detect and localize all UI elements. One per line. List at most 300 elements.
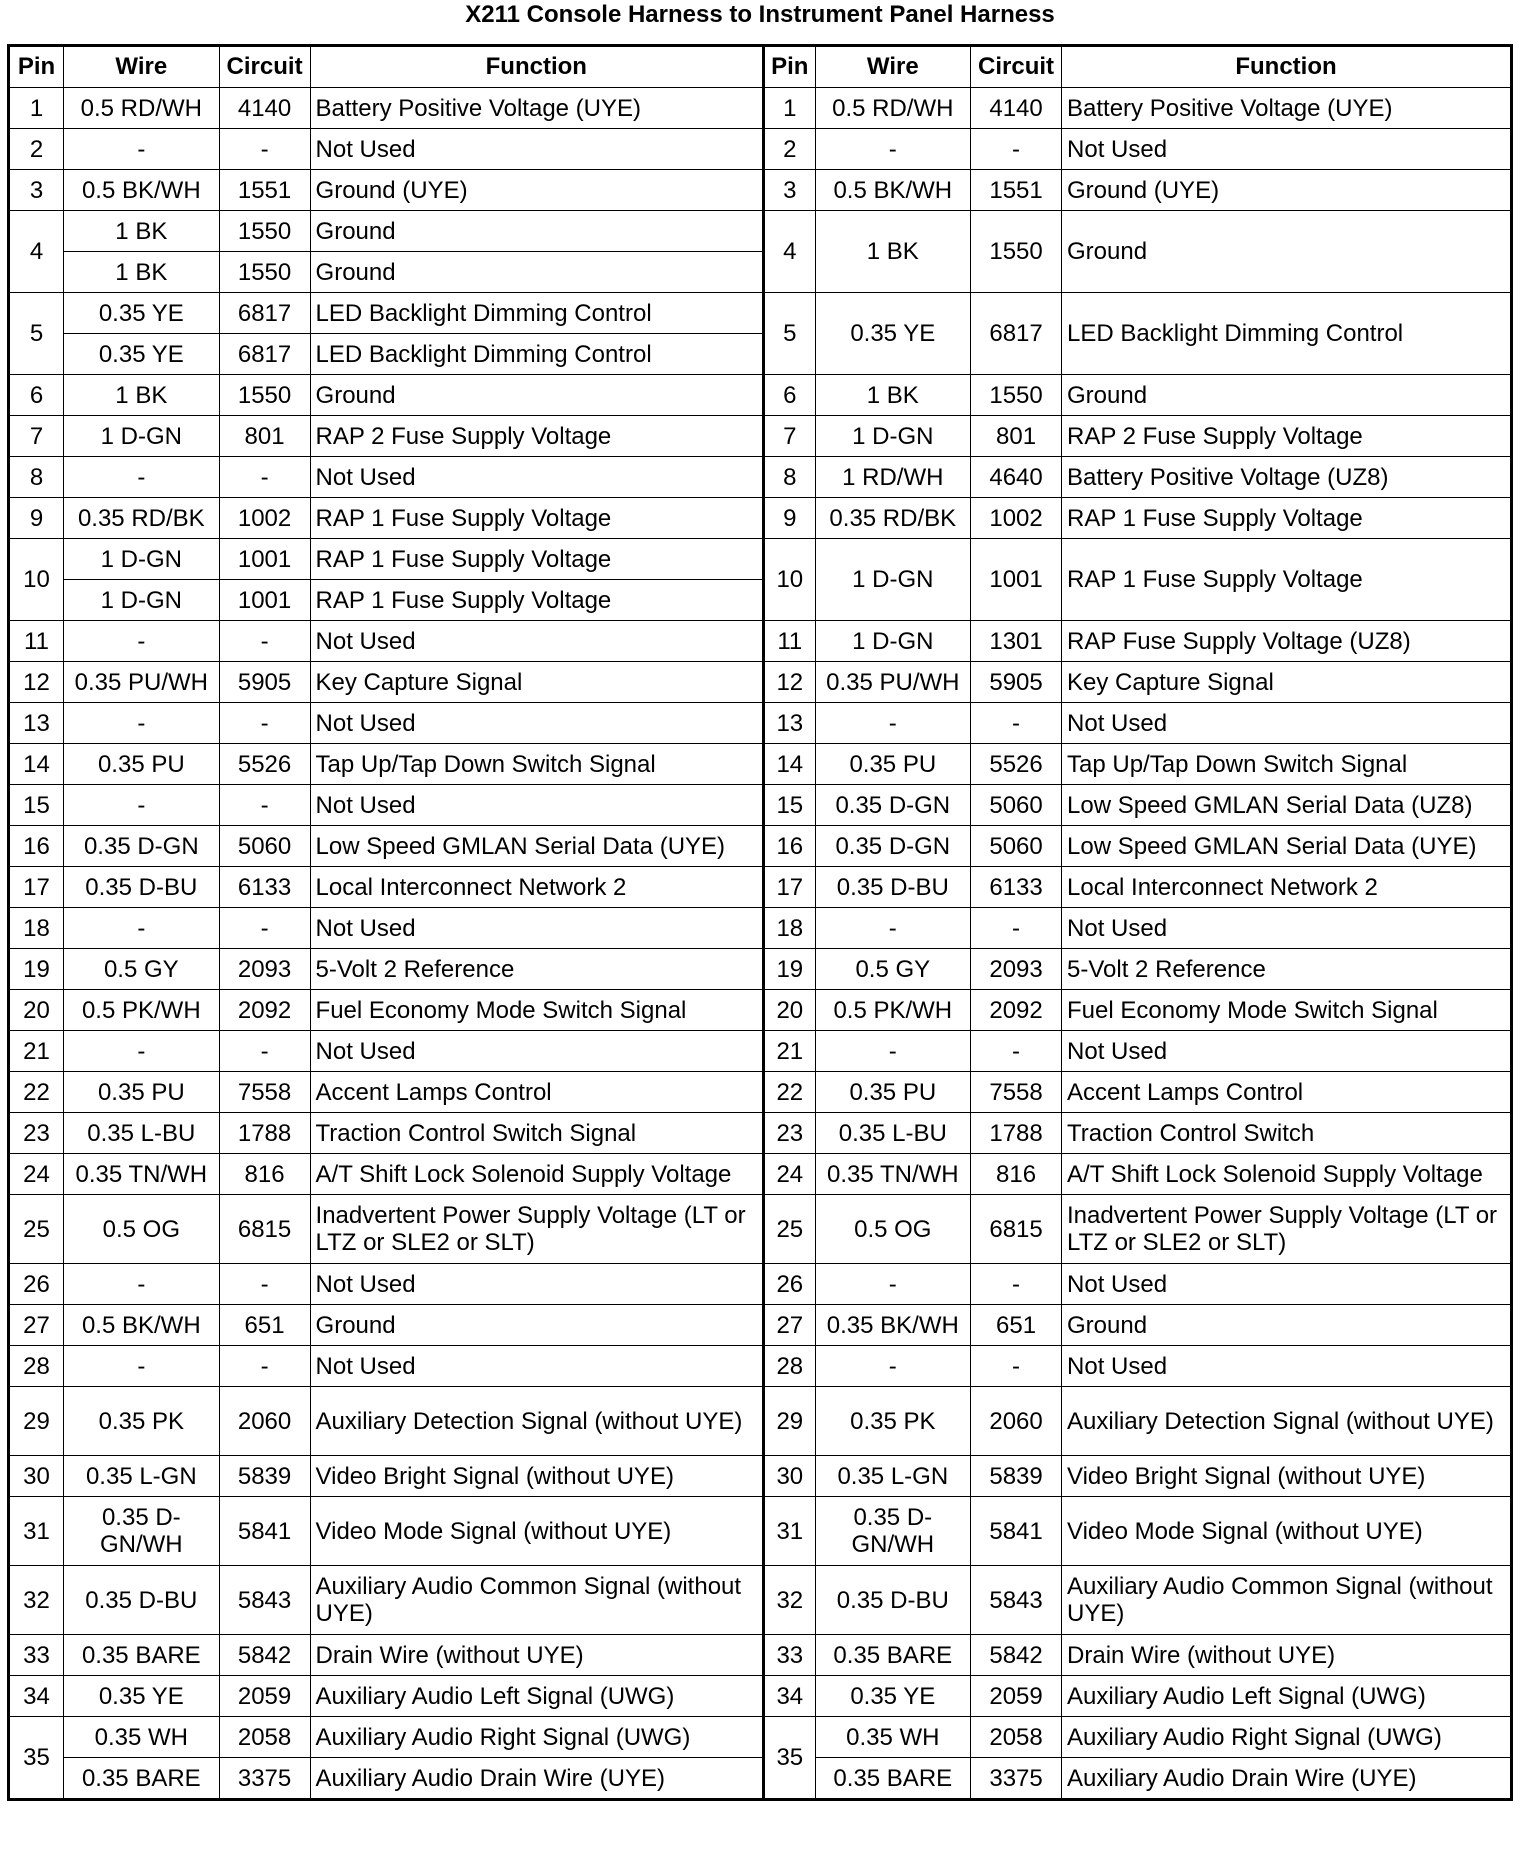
- function-cell: Auxiliary Audio Common Signal (without UYE): [310, 1566, 764, 1635]
- pin-cell: 25: [9, 1195, 64, 1264]
- circuit-cell: 5843: [219, 1566, 310, 1635]
- circuit-cell: 5905: [219, 662, 310, 703]
- pin-cell: 8: [764, 457, 815, 498]
- wire-cell: 1 D-GN: [815, 416, 971, 457]
- pin-cell: 3: [9, 170, 64, 211]
- function-cell: Drain Wire (without UYE): [1062, 1635, 1512, 1676]
- wire-cell: 0.5 RD/WH: [64, 88, 220, 129]
- wire-cell: -: [815, 1031, 971, 1072]
- table-row: [9, 293, 1512, 334]
- function-cell: Fuel Economy Mode Switch Signal: [1062, 990, 1512, 1031]
- wire-cell: 0.35 PU: [815, 744, 971, 785]
- pin-cell: 4: [764, 211, 815, 293]
- function-cell: RAP Fuse Supply Voltage (UZ8): [1062, 621, 1512, 662]
- pin-cell: 9: [9, 498, 64, 539]
- table-row: [9, 1387, 1512, 1456]
- circuit-cell: 1001: [971, 539, 1062, 621]
- wire-cell: -: [64, 1031, 220, 1072]
- circuit-cell: 2093: [971, 949, 1062, 990]
- circuit-cell: 5526: [219, 744, 310, 785]
- function-cell: Not Used: [310, 1346, 764, 1387]
- wire-cell: 0.5 RD/WH: [815, 88, 971, 129]
- pin-cell: 33: [764, 1635, 815, 1676]
- function-cell: Auxiliary Audio Right Signal (UWG): [1062, 1717, 1512, 1758]
- pin-cell: 17: [9, 867, 64, 908]
- wire-cell: 0.35 PK: [64, 1387, 220, 1456]
- pin-cell: 29: [9, 1387, 64, 1456]
- function-cell: Traction Control Switch: [1062, 1113, 1512, 1154]
- wire-cell: 0.35 D-GN/WH: [815, 1497, 971, 1566]
- function-cell: Local Interconnect Network 2: [1062, 867, 1512, 908]
- circuit-cell: 5841: [219, 1497, 310, 1566]
- function-cell: Ground: [310, 211, 764, 252]
- circuit-cell: 1788: [219, 1113, 310, 1154]
- circuit-cell: -: [971, 1031, 1062, 1072]
- circuit-cell: -: [219, 785, 310, 826]
- wire-cell: 0.5 OG: [64, 1195, 220, 1264]
- circuit-cell: 1002: [971, 498, 1062, 539]
- table-row: [9, 826, 1512, 867]
- pin-cell: 10: [9, 539, 64, 621]
- header-circuit: Circuit: [219, 46, 310, 88]
- wire-cell: 0.35 BARE: [815, 1635, 971, 1676]
- table-row: [9, 908, 1512, 949]
- circuit-cell: 2092: [219, 990, 310, 1031]
- function-cell: 5-Volt 2 Reference: [310, 949, 764, 990]
- table-row: [9, 1072, 1512, 1113]
- header-circuit-right: Circuit: [971, 46, 1062, 88]
- circuit-cell: 2059: [971, 1676, 1062, 1717]
- table-row: [9, 1717, 1512, 1758]
- table-row: [9, 375, 1512, 416]
- pin-cell: 11: [9, 621, 64, 662]
- function-cell: Not Used: [310, 621, 764, 662]
- pin-cell: 11: [764, 621, 815, 662]
- function-cell: Not Used: [310, 1264, 764, 1305]
- table-row: [9, 744, 1512, 785]
- table-row: [9, 621, 1512, 662]
- function-cell: Auxiliary Audio Drain Wire (UYE): [310, 1758, 764, 1800]
- table-row: [9, 457, 1512, 498]
- circuit-cell: 801: [219, 416, 310, 457]
- circuit-cell: 5060: [971, 785, 1062, 826]
- pin-cell: 19: [9, 949, 64, 990]
- circuit-cell: -: [971, 1264, 1062, 1305]
- function-cell: Low Speed GMLAN Serial Data (UYE): [310, 826, 764, 867]
- function-cell: Key Capture Signal: [1062, 662, 1512, 703]
- circuit-cell: 2058: [971, 1717, 1062, 1758]
- wire-cell: -: [815, 908, 971, 949]
- wire-cell: 0.35 PU: [815, 1072, 971, 1113]
- pin-cell: 15: [9, 785, 64, 826]
- function-cell: Accent Lamps Control: [1062, 1072, 1512, 1113]
- pin-cell: 27: [764, 1305, 815, 1346]
- table-row: [9, 88, 1512, 129]
- wire-cell: -: [64, 908, 220, 949]
- table-row: [9, 1031, 1512, 1072]
- wire-cell: -: [64, 457, 220, 498]
- pin-cell: 6: [764, 375, 815, 416]
- wire-cell: -: [64, 703, 220, 744]
- pin-cell: 27: [9, 1305, 64, 1346]
- pin-cell: 23: [764, 1113, 815, 1154]
- wire-cell: 0.35 D-GN: [64, 826, 220, 867]
- function-cell: Not Used: [310, 908, 764, 949]
- circuit-cell: 6817: [219, 334, 310, 375]
- function-cell: 5-Volt 2 Reference: [1062, 949, 1512, 990]
- wire-cell: 0.35 BK/WH: [815, 1305, 971, 1346]
- pin-cell: 6: [9, 375, 64, 416]
- function-cell: Key Capture Signal: [310, 662, 764, 703]
- table-row: [9, 170, 1512, 211]
- function-cell: Fuel Economy Mode Switch Signal: [310, 990, 764, 1031]
- function-cell: Battery Positive Voltage (UZ8): [1062, 457, 1512, 498]
- wire-cell: -: [64, 129, 220, 170]
- circuit-cell: 1551: [219, 170, 310, 211]
- circuit-cell: 816: [971, 1154, 1062, 1195]
- circuit-cell: -: [219, 1346, 310, 1387]
- wire-cell: 0.35 TN/WH: [815, 1154, 971, 1195]
- function-cell: Accent Lamps Control: [310, 1072, 764, 1113]
- wire-cell: 1 D-GN: [815, 621, 971, 662]
- circuit-cell: -: [219, 1264, 310, 1305]
- function-cell: Inadvertent Power Supply Voltage (LT or LTZ or SLE2 or SLT): [310, 1195, 764, 1264]
- wire-cell: 0.35 D-GN/WH: [64, 1497, 220, 1566]
- wire-cell: -: [64, 785, 220, 826]
- function-cell: Not Used: [1062, 1264, 1512, 1305]
- pin-cell: 2: [9, 129, 64, 170]
- function-cell: Drain Wire (without UYE): [310, 1635, 764, 1676]
- circuit-cell: 5839: [971, 1456, 1062, 1497]
- wire-cell: 0.35 BARE: [64, 1635, 220, 1676]
- function-cell: Auxiliary Audio Left Signal (UWG): [310, 1676, 764, 1717]
- pin-cell: 34: [764, 1676, 815, 1717]
- table-row: [9, 1566, 1512, 1635]
- function-cell: RAP 1 Fuse Supply Voltage: [1062, 498, 1512, 539]
- wire-cell: 0.35 PU: [64, 1072, 220, 1113]
- circuit-cell: -: [219, 457, 310, 498]
- circuit-cell: 5060: [971, 826, 1062, 867]
- table-row: [9, 211, 1512, 252]
- pin-cell: 28: [9, 1346, 64, 1387]
- wire-cell: 0.35 RD/BK: [815, 498, 971, 539]
- function-cell: RAP 1 Fuse Supply Voltage: [310, 580, 764, 621]
- circuit-cell: 4140: [971, 88, 1062, 129]
- wire-cell: 0.5 BK/WH: [64, 1305, 220, 1346]
- table-row: [9, 990, 1512, 1031]
- table-row: [9, 662, 1512, 703]
- wire-cell: 1 RD/WH: [815, 457, 971, 498]
- circuit-cell: 7558: [219, 1072, 310, 1113]
- table-row: [9, 703, 1512, 744]
- pin-cell: 24: [764, 1154, 815, 1195]
- pin-cell: 15: [764, 785, 815, 826]
- header-row: [9, 46, 1512, 88]
- circuit-cell: 816: [219, 1154, 310, 1195]
- function-cell: Auxiliary Audio Drain Wire (UYE): [1062, 1758, 1512, 1800]
- circuit-cell: -: [219, 1031, 310, 1072]
- function-cell: Not Used: [310, 1031, 764, 1072]
- function-cell: Auxiliary Audio Common Signal (without UYE): [1062, 1566, 1512, 1635]
- pin-cell: 33: [9, 1635, 64, 1676]
- wire-cell: 0.35 YE: [64, 1676, 220, 1717]
- circuit-cell: 2092: [971, 990, 1062, 1031]
- function-cell: Inadvertent Power Supply Voltage (LT or LTZ or SLE2 or SLT): [1062, 1195, 1512, 1264]
- wire-cell: 0.35 PU/WH: [64, 662, 220, 703]
- function-cell: Auxiliary Detection Signal (without UYE): [1062, 1387, 1512, 1456]
- circuit-cell: 1001: [219, 580, 310, 621]
- circuit-cell: 2093: [219, 949, 310, 990]
- pin-cell: 34: [9, 1676, 64, 1717]
- function-cell: Battery Positive Voltage (UYE): [1062, 88, 1512, 129]
- function-cell: Battery Positive Voltage (UYE): [310, 88, 764, 129]
- wire-cell: 1 D-GN: [64, 416, 220, 457]
- circuit-cell: 801: [971, 416, 1062, 457]
- pin-cell: 14: [9, 744, 64, 785]
- function-cell: LED Backlight Dimming Control: [310, 293, 764, 334]
- table-row: [9, 1497, 1512, 1566]
- header-pin-right: Pin: [764, 46, 815, 88]
- circuit-cell: 6815: [971, 1195, 1062, 1264]
- circuit-cell: -: [971, 129, 1062, 170]
- wire-cell: 0.35 D-BU: [815, 867, 971, 908]
- pin-cell: 35: [9, 1717, 64, 1800]
- circuit-cell: 5841: [971, 1497, 1062, 1566]
- table-row: [9, 1195, 1512, 1264]
- wire-cell: 0.35 PU/WH: [815, 662, 971, 703]
- circuit-cell: 5526: [971, 744, 1062, 785]
- circuit-cell: 1550: [219, 252, 310, 293]
- connector-table: [7, 44, 1513, 1801]
- wire-cell: 0.35 L-BU: [64, 1113, 220, 1154]
- wire-cell: -: [815, 1264, 971, 1305]
- function-cell: Ground: [1062, 375, 1512, 416]
- wire-cell: 0.5 GY: [64, 949, 220, 990]
- function-cell: A/T Shift Lock Solenoid Supply Voltage: [1062, 1154, 1512, 1195]
- wire-cell: -: [64, 621, 220, 662]
- pin-cell: 18: [9, 908, 64, 949]
- function-cell: Video Mode Signal (without UYE): [310, 1497, 764, 1566]
- circuit-cell: 6815: [219, 1195, 310, 1264]
- wire-cell: 0.35 PK: [815, 1387, 971, 1456]
- table-row: [9, 1635, 1512, 1676]
- circuit-cell: 4640: [971, 457, 1062, 498]
- wire-cell: 0.35 L-GN: [64, 1456, 220, 1497]
- circuit-cell: -: [219, 703, 310, 744]
- pin-cell: 21: [764, 1031, 815, 1072]
- function-cell: Auxiliary Audio Left Signal (UWG): [1062, 1676, 1512, 1717]
- circuit-cell: 5842: [971, 1635, 1062, 1676]
- circuit-cell: 6817: [971, 293, 1062, 375]
- table-row: [9, 1346, 1512, 1387]
- circuit-cell: -: [219, 621, 310, 662]
- wire-cell: 1 D-GN: [64, 539, 220, 580]
- wire-cell: 0.35 YE: [64, 334, 220, 375]
- wire-cell: 1 BK: [815, 375, 971, 416]
- function-cell: Not Used: [1062, 703, 1512, 744]
- circuit-cell: 2058: [219, 1717, 310, 1758]
- circuit-cell: 7558: [971, 1072, 1062, 1113]
- pin-cell: 25: [764, 1195, 815, 1264]
- function-cell: Not Used: [310, 785, 764, 826]
- wire-cell: -: [815, 1346, 971, 1387]
- pin-cell: 30: [764, 1456, 815, 1497]
- circuit-cell: 2060: [219, 1387, 310, 1456]
- circuit-cell: 1550: [971, 211, 1062, 293]
- circuit-cell: 1550: [219, 375, 310, 416]
- pin-cell: 5: [9, 293, 64, 375]
- wire-cell: 1 D-GN: [815, 539, 971, 621]
- circuit-cell: 651: [971, 1305, 1062, 1346]
- header-wire-right: Wire: [815, 46, 971, 88]
- pin-cell: 10: [764, 539, 815, 621]
- wire-cell: 0.35 D-BU: [64, 1566, 220, 1635]
- circuit-cell: 4140: [219, 88, 310, 129]
- wire-cell: 0.35 D-BU: [64, 867, 220, 908]
- pin-cell: 20: [764, 990, 815, 1031]
- wire-cell: 0.5 BK/WH: [64, 170, 220, 211]
- circuit-cell: 5839: [219, 1456, 310, 1497]
- pin-cell: 30: [9, 1456, 64, 1497]
- table-row: [9, 1305, 1512, 1346]
- wire-cell: 1 BK: [815, 211, 971, 293]
- table-row: [9, 129, 1512, 170]
- pin-cell: 20: [9, 990, 64, 1031]
- circuit-cell: -: [971, 703, 1062, 744]
- circuit-cell: 5060: [219, 826, 310, 867]
- wire-cell: 1 BK: [64, 375, 220, 416]
- function-cell: Traction Control Switch Signal: [310, 1113, 764, 1154]
- function-cell: LED Backlight Dimming Control: [310, 334, 764, 375]
- pin-cell: 3: [764, 170, 815, 211]
- circuit-cell: 3375: [219, 1758, 310, 1800]
- pin-cell: 22: [9, 1072, 64, 1113]
- function-cell: Local Interconnect Network 2: [310, 867, 764, 908]
- function-cell: RAP 1 Fuse Supply Voltage: [310, 498, 764, 539]
- circuit-cell: 5843: [971, 1566, 1062, 1635]
- wire-cell: 0.35 BARE: [64, 1758, 220, 1800]
- wire-cell: 0.35 D-BU: [815, 1566, 971, 1635]
- table-row: [9, 1456, 1512, 1497]
- table-row: [9, 1113, 1512, 1154]
- wire-cell: 0.35 L-BU: [815, 1113, 971, 1154]
- function-cell: Video Bright Signal (without UYE): [310, 1456, 764, 1497]
- pin-cell: 2: [764, 129, 815, 170]
- table-row: [9, 1676, 1512, 1717]
- function-cell: Not Used: [310, 129, 764, 170]
- wire-cell: -: [64, 1264, 220, 1305]
- circuit-cell: 1002: [219, 498, 310, 539]
- wire-cell: 0.5 PK/WH: [815, 990, 971, 1031]
- pin-cell: 17: [764, 867, 815, 908]
- circuit-cell: -: [971, 1346, 1062, 1387]
- function-cell: Not Used: [310, 703, 764, 744]
- wire-cell: 0.35 L-GN: [815, 1456, 971, 1497]
- wire-cell: 1 BK: [64, 211, 220, 252]
- pin-cell: 13: [764, 703, 815, 744]
- pin-cell: 13: [9, 703, 64, 744]
- function-cell: Low Speed GMLAN Serial Data (UZ8): [1062, 785, 1512, 826]
- pin-cell: 26: [764, 1264, 815, 1305]
- pin-cell: 8: [9, 457, 64, 498]
- pin-cell: 12: [9, 662, 64, 703]
- wire-cell: 1 BK: [64, 252, 220, 293]
- wire-cell: 0.5 BK/WH: [815, 170, 971, 211]
- page-title: X211 Console Harness to Instrument Panel Harness: [465, 1, 1055, 28]
- function-cell: RAP 1 Fuse Supply Voltage: [310, 539, 764, 580]
- wire-cell: 0.5 GY: [815, 949, 971, 990]
- pin-cell: 4: [9, 211, 64, 293]
- wire-cell: 0.35 YE: [815, 293, 971, 375]
- function-cell: Auxiliary Audio Right Signal (UWG): [310, 1717, 764, 1758]
- pin-cell: 31: [9, 1497, 64, 1566]
- function-cell: Tap Up/Tap Down Switch Signal: [1062, 744, 1512, 785]
- wire-cell: 0.35 TN/WH: [64, 1154, 220, 1195]
- circuit-cell: 1788: [971, 1113, 1062, 1154]
- circuit-cell: 651: [219, 1305, 310, 1346]
- header-wire: Wire: [64, 46, 220, 88]
- pin-cell: 1: [9, 88, 64, 129]
- wire-cell: 0.35 D-GN: [815, 785, 971, 826]
- circuit-cell: 2059: [219, 1676, 310, 1717]
- pin-cell: 18: [764, 908, 815, 949]
- circuit-cell: 1301: [971, 621, 1062, 662]
- wire-cell: 0.5 OG: [815, 1195, 971, 1264]
- function-cell: RAP 2 Fuse Supply Voltage: [310, 416, 764, 457]
- pin-cell: 26: [9, 1264, 64, 1305]
- function-cell: Video Bright Signal (without UYE): [1062, 1456, 1512, 1497]
- function-cell: Ground (UYE): [1062, 170, 1512, 211]
- circuit-cell: 2060: [971, 1387, 1062, 1456]
- function-cell: Ground: [310, 375, 764, 416]
- function-cell: RAP 2 Fuse Supply Voltage: [1062, 416, 1512, 457]
- pin-cell: 7: [764, 416, 815, 457]
- function-cell: Ground (UYE): [310, 170, 764, 211]
- pin-cell: 19: [764, 949, 815, 990]
- function-cell: Not Used: [1062, 1346, 1512, 1387]
- circuit-cell: -: [971, 908, 1062, 949]
- wire-cell: 0.35 YE: [815, 1676, 971, 1717]
- circuit-cell: 6133: [219, 867, 310, 908]
- function-cell: Ground: [1062, 211, 1512, 293]
- header-function: Function: [310, 46, 764, 88]
- pin-cell: 24: [9, 1154, 64, 1195]
- pin-cell: 32: [9, 1566, 64, 1635]
- table-row: [9, 498, 1512, 539]
- pin-cell: 32: [764, 1566, 815, 1635]
- table-row: [9, 949, 1512, 990]
- function-cell: Ground: [310, 1305, 764, 1346]
- circuit-cell: 1550: [219, 211, 310, 252]
- circuit-cell: 1551: [971, 170, 1062, 211]
- circuit-cell: -: [219, 129, 310, 170]
- function-cell: Tap Up/Tap Down Switch Signal: [310, 744, 764, 785]
- wire-cell: -: [815, 129, 971, 170]
- pin-cell: 5: [764, 293, 815, 375]
- function-cell: Not Used: [1062, 129, 1512, 170]
- pin-cell: 16: [9, 826, 64, 867]
- pin-cell: 23: [9, 1113, 64, 1154]
- wire-cell: 0.5 PK/WH: [64, 990, 220, 1031]
- wire-cell: 0.35 RD/BK: [64, 498, 220, 539]
- wire-cell: -: [815, 703, 971, 744]
- table-row: [9, 785, 1512, 826]
- wire-cell: 0.35 WH: [815, 1717, 971, 1758]
- table-row: [9, 867, 1512, 908]
- wire-cell: 0.35 D-GN: [815, 826, 971, 867]
- function-cell: Not Used: [310, 457, 764, 498]
- function-cell: RAP 1 Fuse Supply Voltage: [1062, 539, 1512, 621]
